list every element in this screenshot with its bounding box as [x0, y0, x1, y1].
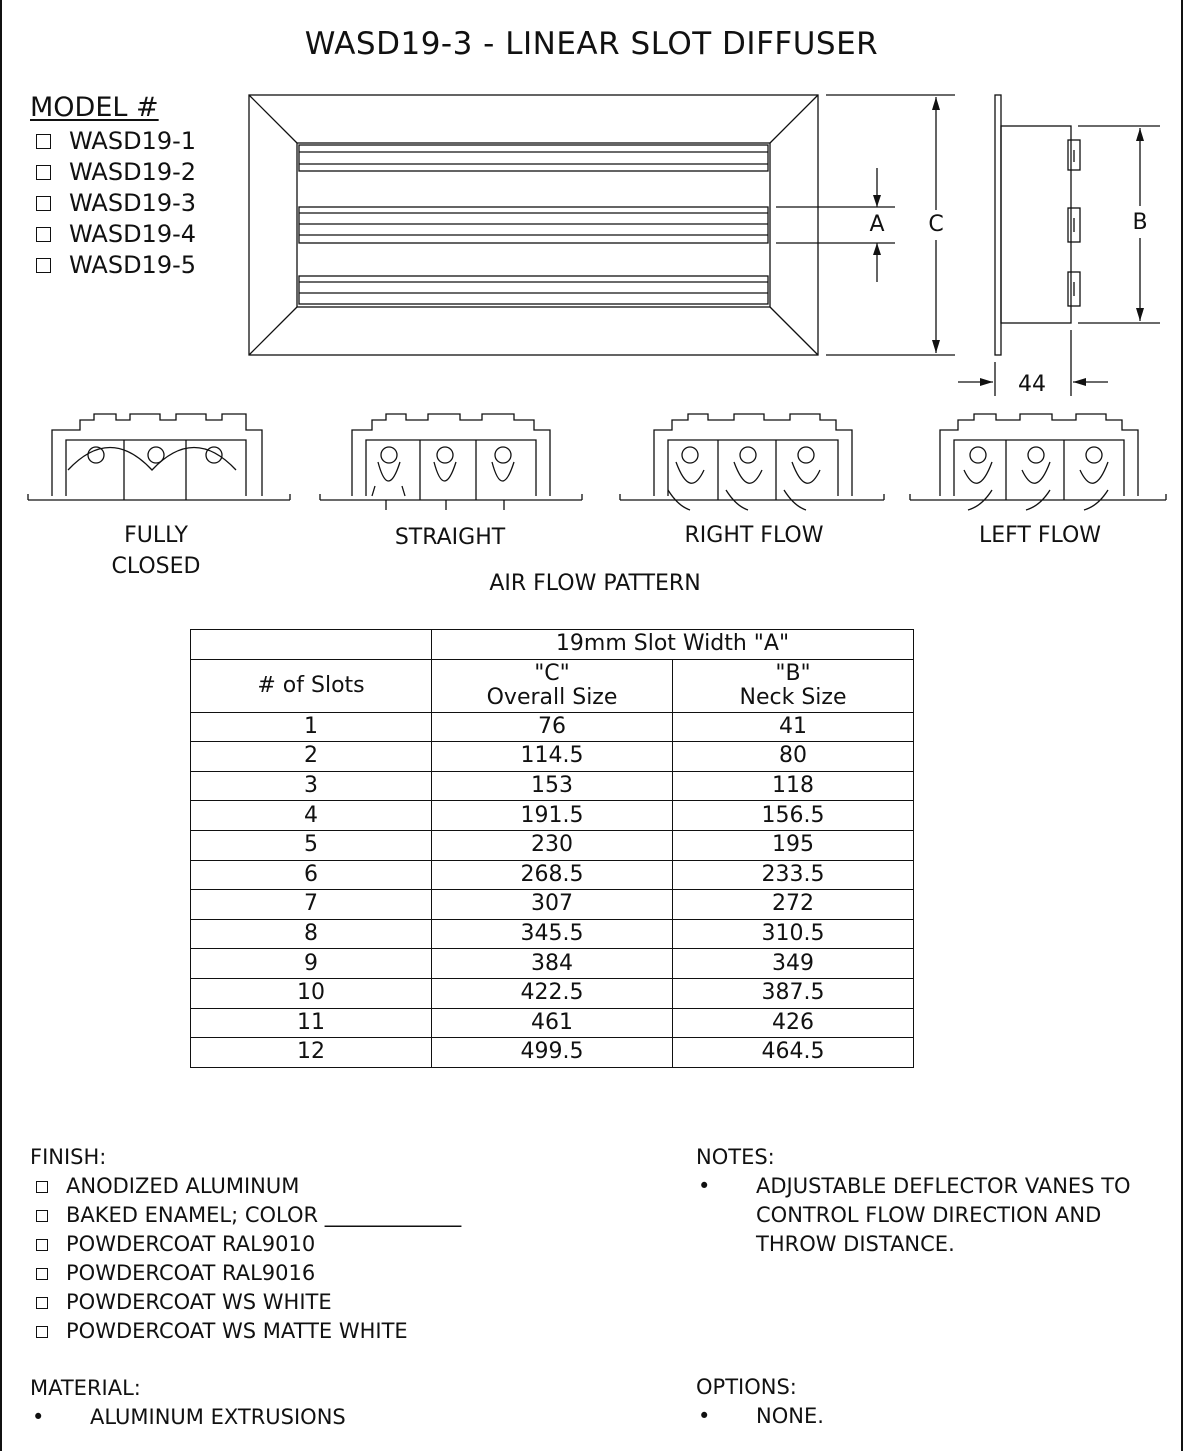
options-list — [696, 1402, 824, 1431]
material-item: • ALUMINUM EXTRUSIONS — [32, 1405, 346, 1429]
pattern-fully-closed: FULLY CLOSED — [111, 523, 201, 579]
slot-count-cell: 8 — [191, 919, 432, 949]
table-body — [191, 712, 914, 1067]
slot-size-table — [190, 629, 914, 1068]
model-option[interactable]: WASD19-4 — [36, 219, 196, 250]
checkbox[interactable] — [36, 1181, 48, 1193]
finish-option[interactable]: POWDERCOAT RAL9010 — [28, 1230, 461, 1259]
model-option[interactable]: WASD19-3 — [36, 188, 196, 219]
finish-option[interactable]: BAKED ENAMEL; COLOR _____________ — [28, 1201, 461, 1230]
dim-c-label: C — [928, 212, 944, 237]
overall-size-cell: 307 — [432, 890, 673, 920]
checkbox[interactable] — [36, 1239, 48, 1251]
overall-size-cell: 461 — [432, 1008, 673, 1038]
neck-size-cell: 349 — [673, 949, 914, 979]
model-option[interactable]: WASD19-2 — [36, 157, 196, 188]
table-row — [191, 919, 914, 949]
notes-heading: NOTES: — [696, 1145, 775, 1169]
note-line: CONTROL FLOW DIRECTION AND — [756, 1203, 1102, 1227]
note-line: THROW DISTANCE. — [756, 1232, 955, 1256]
table-row — [191, 978, 914, 1008]
pattern-left-flow: LEFT FLOW — [978, 523, 1102, 548]
checkbox[interactable] — [36, 1297, 48, 1309]
profile-right-flow — [620, 414, 884, 510]
overall-size-cell: 230 — [432, 830, 673, 860]
finish-option[interactable]: POWDERCOAT RAL9016 — [28, 1259, 461, 1288]
air-flow-heading: AIR FLOW PATTERN — [489, 571, 701, 596]
neck-size-cell: 156.5 — [673, 801, 914, 831]
table-row — [191, 1008, 914, 1038]
col-header-overall: "C" Overall Size — [432, 659, 673, 712]
col-header-neck: "B" Neck Size — [673, 659, 914, 712]
neck-size-cell: 233.5 — [673, 860, 914, 890]
finish-option[interactable]: POWDERCOAT WS MATTE WHITE — [28, 1317, 461, 1346]
neck-size-cell: 80 — [673, 742, 914, 772]
table-row — [191, 801, 914, 831]
overall-size-cell: 384 — [432, 949, 673, 979]
finish-list — [28, 1172, 461, 1346]
profile-left-flow — [910, 414, 1166, 510]
table-row — [191, 860, 914, 890]
slot-count-cell: 7 — [191, 890, 432, 920]
table-row — [191, 830, 914, 860]
group-header: 19mm Slot Width "A" — [432, 630, 914, 660]
table-header-row — [191, 630, 914, 660]
model-option[interactable]: WASD19-5 — [36, 250, 196, 281]
slot-count-cell: 10 — [191, 978, 432, 1008]
finish-option[interactable]: POWDERCOAT WS WHITE — [28, 1288, 461, 1317]
dim-a-label: A — [869, 212, 885, 237]
model-heading: MODEL # — [30, 92, 159, 123]
slot-count-cell: 2 — [191, 742, 432, 772]
dim-b-label: B — [1132, 210, 1148, 235]
table-row — [191, 890, 914, 920]
material-list — [30, 1403, 346, 1432]
note-line: • ADJUSTABLE DEFLECTOR VANES TO — [698, 1174, 1131, 1198]
slot-count-cell: 9 — [191, 949, 432, 979]
overall-size-cell: 153 — [432, 771, 673, 801]
dim-depth-label: 44 — [1018, 372, 1046, 397]
pattern-right-flow: RIGHT FLOW — [684, 523, 824, 548]
slot-count-cell: 12 — [191, 1038, 432, 1068]
overall-size-cell: 191.5 — [432, 801, 673, 831]
material-heading: MATERIAL: — [30, 1376, 141, 1400]
overall-size-cell: 345.5 — [432, 919, 673, 949]
table-row — [191, 949, 914, 979]
neck-size-cell: 426 — [673, 1008, 914, 1038]
page-title: WASD19-3 - LINEAR SLOT DIFFUSER — [304, 26, 879, 62]
neck-size-cell: 464.5 — [673, 1038, 914, 1068]
table-header-row — [191, 659, 914, 712]
slot-count-cell: 11 — [191, 1008, 432, 1038]
checkbox[interactable] — [36, 1268, 48, 1280]
neck-size-cell: 195 — [673, 830, 914, 860]
table-row — [191, 712, 914, 742]
checkbox[interactable] — [36, 1326, 48, 1338]
col-header-slots: # of Slots — [191, 659, 432, 712]
slot-count-cell: 6 — [191, 860, 432, 890]
neck-size-cell: 310.5 — [673, 919, 914, 949]
neck-size-cell: 272 — [673, 890, 914, 920]
neck-size-cell: 41 — [673, 712, 914, 742]
front-view — [249, 95, 818, 355]
neck-size-cell: 387.5 — [673, 978, 914, 1008]
pattern-straight: STRAIGHT — [394, 525, 506, 550]
model-option[interactable]: WASD19-1 — [36, 126, 196, 157]
table-row — [191, 771, 914, 801]
slot-count-cell: 4 — [191, 801, 432, 831]
table-row — [191, 742, 914, 772]
overall-size-cell: 422.5 — [432, 978, 673, 1008]
options-item: • NONE. — [698, 1404, 824, 1428]
slot-count-cell: 1 — [191, 712, 432, 742]
table-row — [191, 1038, 914, 1068]
slot-count-cell: 3 — [191, 771, 432, 801]
neck-size-cell: 118 — [673, 771, 914, 801]
options-heading: OPTIONS: — [696, 1375, 797, 1399]
overall-size-cell: 76 — [432, 712, 673, 742]
checkbox[interactable] — [36, 1210, 48, 1222]
side-view — [995, 95, 1080, 355]
overall-size-cell: 268.5 — [432, 860, 673, 890]
overall-size-cell: 499.5 — [432, 1038, 673, 1068]
notes-list — [696, 1172, 1131, 1259]
slot-count-cell: 5 — [191, 830, 432, 860]
finish-heading: FINISH: — [30, 1145, 107, 1169]
finish-option[interactable]: ANODIZED ALUMINUM — [28, 1172, 461, 1201]
profile-straight — [320, 414, 582, 510]
overall-size-cell: 114.5 — [432, 742, 673, 772]
profile-fully-closed — [28, 414, 290, 500]
